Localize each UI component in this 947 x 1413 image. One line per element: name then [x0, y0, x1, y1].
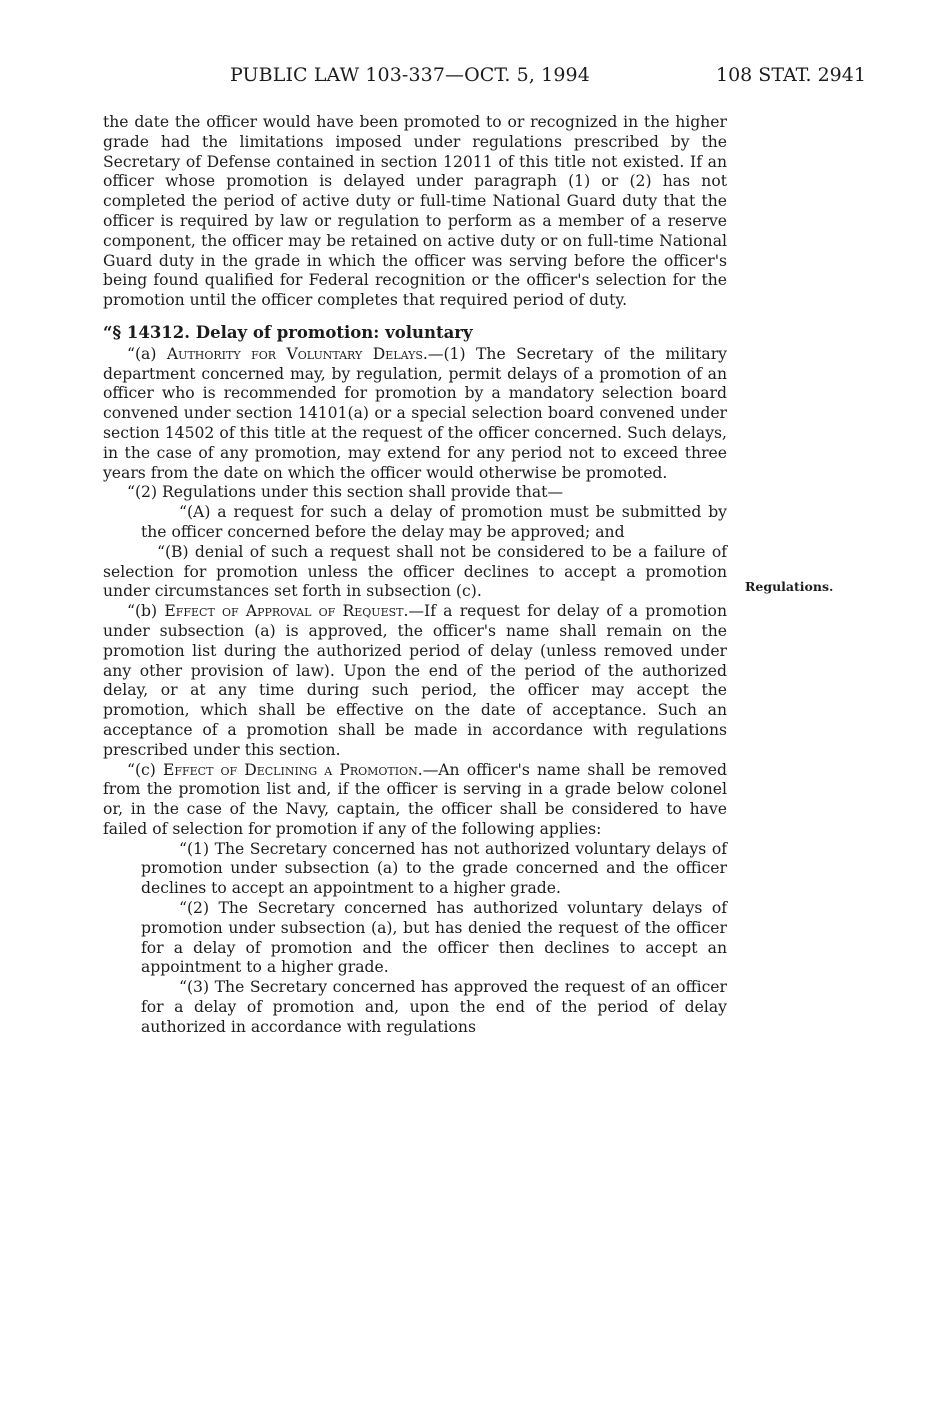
subsection-c: [103, 761, 727, 840]
subsection-a-paragraph-2: “(2) Regulations under this section shall provide that—: [127, 483, 564, 502]
subsection-b: [103, 602, 727, 760]
margin-note-regulations: Regulations.: [745, 579, 834, 594]
subsection-b-text: —If a request for delay of a promotion under subsection (a) is approved, the officer's name shall remain on the promotion list during the authorized period of delay (unless removed under any other provision of law). Upon the end of the period of the authorized delay, or at any time during such period, the officer may accept the promotion, which shall be effective on the date of acceptance. Such an acceptance of a promotion shall be made in accordance with regulations prescribed under this section.: [103, 602, 727, 759]
section-heading: “§ 14312. Delay of promotion: voluntary: [103, 322, 473, 342]
body-text: [103, 113, 727, 1038]
continuation-paragraph: the date the officer would have been promoted to or recognized in the higher grade had the limitations imposed under regulations prescribed by the Secretary of Defense contained in section 12011 of this title not existed. If an officer whose promotion is delayed under paragraph (1) or (2) has not completed the period of active duty or full-time National Guard duty that the officer is required by law or regulation to perform as a member of a reserve component, the officer may be retained on active duty or on full-time National Guard duty in the grade in which the officer was serving before the officer's being found qualified for Federal recognition or the officer's selection for the promotion until the officer completes that required period of duty.: [103, 113, 727, 310]
paragraph-c3: “(3) The Secretary concerned has approved the request of an officer for a delay of promotion and, upon the end of the period of delay authorized in accordance with regulations: [141, 978, 727, 1036]
running-header-title: PUBLIC LAW 103-337—OCT. 5, 1994: [230, 64, 590, 86]
subsection-a-caption: Authority for Voluntary Delays.: [166, 344, 428, 363]
subsection-c-lead: “(c): [127, 760, 163, 779]
paragraph-c2: “(2) The Secretary concerned has authorized voluntary delays of promotion under subsection (a), but has denied the request of the officer for a delay of promotion and the officer then declines to accept an appointment to a higher grade.: [141, 899, 727, 977]
subsection-c-text: —An officer's name shall be removed from the promotion list and, if the officer is serving in a grade below colonel or, in the case of the Navy, captain, the officer shall be considered to have failed of selection for promotion if any of the following applies:: [103, 760, 727, 838]
subparagraph-a2-B: “(B) denial of such a request shall not be considered to be a failure of selection for promotion unless the officer declines to accept a promotion under circumstances set forth in subsection (c).: [103, 542, 727, 601]
statute-page-number: 108 STAT. 2941: [716, 64, 866, 86]
paragraph-c1: “(1) The Secretary concerned has not authorized voluntary delays of promotion under subsection (a) to the grade concerned and the officer declines to accept an appointment to a higher grade.: [141, 839, 727, 898]
subsection-a-text: —(1) The Secretary of the military department concerned may, by regulation, permit delays of a promotion of an officer who is recommended for promotion by a mandatory selection board convened under section 14101(a) or a special selection board convened under section 14502 of this title at the request of the officer concerned. Such delays, in the case of any promotion, may extend for any period not to exceed three years from the date on which the officer would otherwise be promoted.: [103, 344, 727, 482]
subsection-a: [103, 345, 727, 484]
subsection-c-caption: Effect of Declining a Promotion.: [162, 760, 423, 779]
subsection-a-lead: “(a): [127, 344, 167, 363]
subparagraph-a2-A: “(A) a request for such a delay of promotion must be submitted by the officer concerned before the delay may be approved; and: [141, 503, 727, 541]
subsection-b-caption: Effect of Approval of Request.: [164, 602, 409, 621]
subsection-b-lead: “(b): [127, 602, 165, 621]
